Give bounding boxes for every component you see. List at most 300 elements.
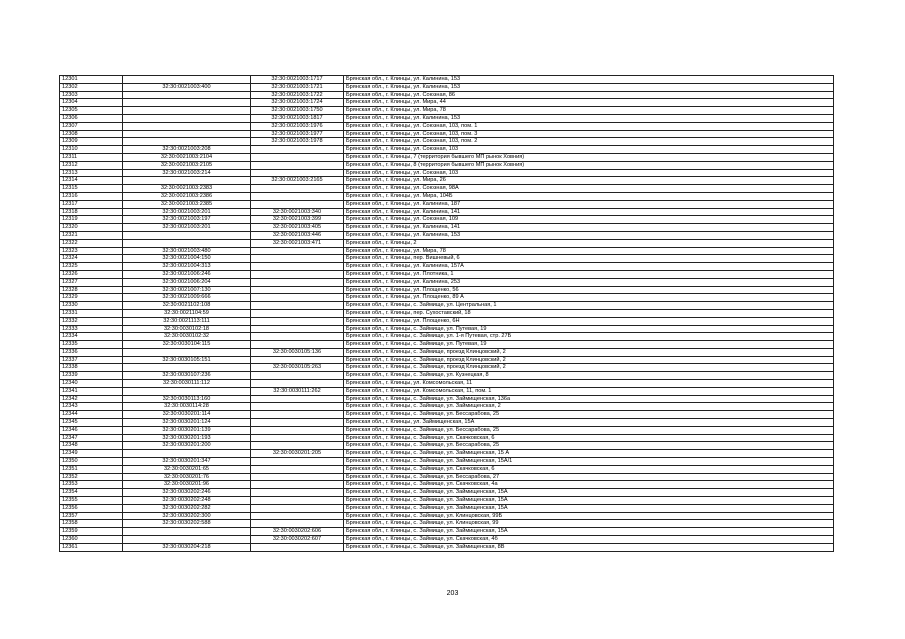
cadastral-number-cell: 32:30:0030201:76 <box>123 473 251 481</box>
address-cell: Брянская обл., г. Клинцы, ул. Займищенская, 15А <box>344 419 834 427</box>
table-row <box>60 372 834 380</box>
building-cadastral-number-cell <box>251 317 344 325</box>
address-cell: Брянская обл., г. Клинцы, с. Займище, ул. 1-я Путевая, стр. 27Б <box>344 333 834 341</box>
cadastral-number-cell: 32:30:0030202:300 <box>123 512 251 520</box>
row-number-cell: 12351 <box>60 465 123 473</box>
row-number-cell: 12301 <box>60 76 123 84</box>
building-cadastral-number-cell <box>251 380 344 388</box>
table-row <box>60 107 834 115</box>
table-row <box>60 192 834 200</box>
address-cell: Брянская обл., г. Клинцы, с. Займище, ул. Займищенская, 8В <box>344 543 834 551</box>
address-cell: Брянская обл., г. Клинцы, с. Займище, ул. Центральная, 1 <box>344 302 834 310</box>
row-number-cell: 12304 <box>60 99 123 107</box>
table-row <box>60 294 834 302</box>
row-number-cell: 12346 <box>60 426 123 434</box>
building-cadastral-number-cell <box>251 458 344 466</box>
row-number-cell: 12335 <box>60 341 123 349</box>
building-cadastral-number-cell <box>251 372 344 380</box>
address-cell: Брянская обл., г. Клинцы, ул. Мира, 78 <box>344 107 834 115</box>
table-row <box>60 130 834 138</box>
building-cadastral-number-cell <box>251 270 344 278</box>
building-cadastral-number-cell: 32:30:0030202:606 <box>251 528 344 536</box>
row-number-cell: 12347 <box>60 434 123 442</box>
table-row <box>60 325 834 333</box>
row-number-cell: 12327 <box>60 278 123 286</box>
table-row <box>60 481 834 489</box>
building-cadastral-number-cell <box>251 146 344 154</box>
table-row <box>60 99 834 107</box>
address-cell: Брянская обл., г. Клинцы, с. Займище, ул. Скачковская, 6 <box>344 434 834 442</box>
table-row <box>60 200 834 208</box>
address-cell: Брянская обл., г. Клинцы, ул. Союзная, 103 <box>344 169 834 177</box>
row-number-cell: 12323 <box>60 247 123 255</box>
table-row <box>60 263 834 271</box>
address-cell: Брянская обл., г. Клинцы, пер. Сухоставский, 18 <box>344 309 834 317</box>
building-cadastral-number-cell <box>251 395 344 403</box>
row-number-cell: 12328 <box>60 286 123 294</box>
row-number-cell: 12306 <box>60 114 123 122</box>
address-cell: Брянская обл., г. Клинцы, ул. Союзная, 86 <box>344 91 834 99</box>
table-row <box>60 348 834 356</box>
table-row <box>60 411 834 419</box>
building-cadastral-number-cell <box>251 543 344 551</box>
table-row <box>60 465 834 473</box>
row-number-cell: 12322 <box>60 239 123 247</box>
row-number-cell: 12303 <box>60 91 123 99</box>
building-cadastral-number-cell <box>251 512 344 520</box>
cadastral-number-cell: 32:30:0021006:204 <box>123 278 251 286</box>
row-number-cell: 12321 <box>60 231 123 239</box>
cadastral-number-cell: 32:30:0021104:59 <box>123 309 251 317</box>
table-row <box>60 426 834 434</box>
address-cell: Брянская обл., г. Клинцы, ул. Союзная, 98А <box>344 185 834 193</box>
row-number-cell: 12320 <box>60 224 123 232</box>
building-cadastral-number-cell <box>251 442 344 450</box>
cadastral-number-cell <box>123 138 251 146</box>
cadastral-number-cell: 32:30:0030102:18 <box>123 325 251 333</box>
row-number-cell: 12302 <box>60 83 123 91</box>
building-cadastral-number-cell <box>251 286 344 294</box>
address-cell: Брянская обл., г. Клинцы, ул. Мира, 104Б <box>344 192 834 200</box>
address-cell: Брянская обл., г. Клинцы, с. Займище, ул. Клинцовская, 99Б <box>344 512 834 520</box>
cadastral-number-cell: 32:30:0021003:201 <box>123 224 251 232</box>
cadastral-number-cell: 32:30:0021003:2105 <box>123 161 251 169</box>
row-number-cell: 12340 <box>60 380 123 388</box>
cadastral-number-cell: 32:30:0030113:160 <box>123 395 251 403</box>
address-cell: Брянская обл., г. Клинцы, ул. Площенко, 6Н <box>344 317 834 325</box>
table-row <box>60 450 834 458</box>
row-number-cell: 12354 <box>60 489 123 497</box>
cadastral-number-cell: 32:30:0021003:197 <box>123 216 251 224</box>
address-cell: Брянская обл., г. Клинцы, ул. Мира, 44 <box>344 99 834 107</box>
building-cadastral-number-cell: 32:30:0021003:399 <box>251 216 344 224</box>
address-cell: Брянская обл., г. Клинцы, с. Займище, ул. Займищенская, 15А/1 <box>344 458 834 466</box>
address-cell: Брянская обл., г. Клинцы, с. Займище, ул. Кузнецкая, 8 <box>344 372 834 380</box>
address-cell: Брянская обл., г. Клинцы, ул. Мира, 26 <box>344 177 834 185</box>
table-row <box>60 497 834 505</box>
table-row <box>60 317 834 325</box>
table-row <box>60 458 834 466</box>
cadastral-number-cell: 32:30:0030102:32 <box>123 333 251 341</box>
building-cadastral-number-cell <box>251 294 344 302</box>
table-row <box>60 473 834 481</box>
building-cadastral-number-cell <box>251 504 344 512</box>
row-number-cell: 12339 <box>60 372 123 380</box>
table-row <box>60 333 834 341</box>
building-cadastral-number-cell: 32:30:0021003:1976 <box>251 122 344 130</box>
cadastral-number-cell: 32:30:0030202:248 <box>123 497 251 505</box>
row-number-cell: 12331 <box>60 309 123 317</box>
cadastral-number-cell <box>123 76 251 84</box>
building-cadastral-number-cell <box>251 247 344 255</box>
cadastral-number-cell: 32:30:0021102:108 <box>123 302 251 310</box>
address-cell: Брянская обл., г. Клинцы, с. Займище, ул. Скачковская, 4а <box>344 481 834 489</box>
table-row <box>60 302 834 310</box>
cadastral-number-cell: 32:30:0030201:124 <box>123 419 251 427</box>
address-cell: Брянская обл., г. Клинцы, с. Займище, ул. Бессарабова, 25 <box>344 442 834 450</box>
cadastral-number-cell: 32:30:0030104:115 <box>123 341 251 349</box>
address-cell: Брянская обл., г. Клинцы, ул. Комсомольская, 11, пом. 1 <box>344 387 834 395</box>
cadastral-number-cell <box>123 177 251 185</box>
building-cadastral-number-cell <box>251 192 344 200</box>
cadastral-number-cell: 32:30:0030201:193 <box>123 434 251 442</box>
cadastral-number-cell: 32:30:0030111:112 <box>123 380 251 388</box>
row-number-cell: 12358 <box>60 520 123 528</box>
table-row <box>60 380 834 388</box>
address-cell: Брянская обл., г. Клинцы, ул. Калинина, 187 <box>344 200 834 208</box>
building-cadastral-number-cell: 32:30:0030201:205 <box>251 450 344 458</box>
table-row <box>60 504 834 512</box>
address-cell: Брянская обл., г. Клинцы, с. Займище, ул. Займищенская, 2 <box>344 403 834 411</box>
table-row <box>60 419 834 427</box>
table-row <box>60 528 834 536</box>
address-cell: Брянская обл., г. Клинцы, с. Займище, ул. Скачковская, 4б <box>344 536 834 544</box>
address-cell: Брянская обл., г. Клинцы, 2 <box>344 239 834 247</box>
cadastral-number-cell <box>123 91 251 99</box>
cadastral-number-cell: 32:30:0030107:236 <box>123 372 251 380</box>
cadastral-number-cell: 32:30:0030202:246 <box>123 489 251 497</box>
building-cadastral-number-cell <box>251 356 344 364</box>
cadastral-number-cell: 32:30:0021004:150 <box>123 255 251 263</box>
row-number-cell: 12343 <box>60 403 123 411</box>
address-cell: Брянская обл., г. Клинцы, ул. Калинина, 253 <box>344 278 834 286</box>
cadastral-number-cell: 32:30:0021003:208 <box>123 146 251 154</box>
building-cadastral-number-cell: 32:30:0021003:340 <box>251 208 344 216</box>
table-row <box>60 442 834 450</box>
table-row <box>60 138 834 146</box>
building-cadastral-number-cell <box>251 255 344 263</box>
cadastral-number-cell: 32:30:0021003:2386 <box>123 192 251 200</box>
address-cell: Брянская обл., г. Клинцы, с. Займище, ул. Путевая, 19 <box>344 325 834 333</box>
table-body <box>60 76 834 552</box>
row-number-cell: 12337 <box>60 356 123 364</box>
row-number-cell: 12318 <box>60 208 123 216</box>
table-row <box>60 83 834 91</box>
building-cadastral-number-cell: 32:30:0021003:1721 <box>251 83 344 91</box>
table-row <box>60 239 834 247</box>
address-cell: Брянская обл., г. Клинцы, ул. Калинина, 153 <box>344 76 834 84</box>
row-number-cell: 12334 <box>60 333 123 341</box>
cadastral-number-cell <box>123 450 251 458</box>
cadastral-number-cell: 32:30:0021006:246 <box>123 270 251 278</box>
cadastral-number-cell <box>123 114 251 122</box>
row-number-cell: 12349 <box>60 450 123 458</box>
table-row <box>60 387 834 395</box>
building-cadastral-number-cell <box>251 161 344 169</box>
address-cell: Брянская обл., г. Клинцы, ул. Союзная, 103, пом. 2 <box>344 138 834 146</box>
table-row <box>60 91 834 99</box>
row-number-cell: 12342 <box>60 395 123 403</box>
table-row <box>60 520 834 528</box>
cadastral-number-cell <box>123 239 251 247</box>
building-cadastral-number-cell <box>251 153 344 161</box>
table-row <box>60 208 834 216</box>
row-number-cell: 12332 <box>60 317 123 325</box>
table-row <box>60 270 834 278</box>
cadastral-number-cell: 32:30:0021009:666 <box>123 294 251 302</box>
cadastral-number-cell: 32:30:0021003:480 <box>123 247 251 255</box>
cadastral-number-cell: 32:30:0021004:313 <box>123 263 251 271</box>
building-cadastral-number-cell <box>251 263 344 271</box>
table-row <box>60 403 834 411</box>
row-number-cell: 12313 <box>60 169 123 177</box>
row-number-cell: 12316 <box>60 192 123 200</box>
cadastral-number-cell: 32:30:0030105:151 <box>123 356 251 364</box>
address-cell: Брянская обл., г. Клинцы, ул. Комсомольская, 11 <box>344 380 834 388</box>
building-cadastral-number-cell <box>251 200 344 208</box>
row-number-cell: 12348 <box>60 442 123 450</box>
building-cadastral-number-cell: 32:30:0030202:607 <box>251 536 344 544</box>
address-cell: Брянская обл., г. Клинцы, ул. Союзная, 109 <box>344 216 834 224</box>
building-cadastral-number-cell: 32:30:0021003:1750 <box>251 107 344 115</box>
building-cadastral-number-cell: 32:30:0030105:263 <box>251 364 344 372</box>
row-number-cell: 12319 <box>60 216 123 224</box>
building-cadastral-number-cell <box>251 411 344 419</box>
cadastral-number-cell <box>123 387 251 395</box>
row-number-cell: 12333 <box>60 325 123 333</box>
building-cadastral-number-cell: 32:30:0021003:1817 <box>251 114 344 122</box>
row-number-cell: 12317 <box>60 200 123 208</box>
address-cell: Брянская обл., г. Клинцы, ул. Калинина, 153 <box>344 83 834 91</box>
building-cadastral-number-cell: 32:30:0021003:1724 <box>251 99 344 107</box>
row-number-cell: 12344 <box>60 411 123 419</box>
cadastral-number-cell: 32:30:0021003:2385 <box>123 200 251 208</box>
row-number-cell: 12310 <box>60 146 123 154</box>
row-number-cell: 12309 <box>60 138 123 146</box>
address-cell: Брянская обл., г. Клинцы, ул. Плотника, 1 <box>344 270 834 278</box>
table-row <box>60 255 834 263</box>
building-cadastral-number-cell: 32:30:0021003:1977 <box>251 130 344 138</box>
table-row <box>60 364 834 372</box>
cadastral-number-cell: 32:30:0021007:130 <box>123 286 251 294</box>
address-cell: Брянская обл., г. Клинцы, ул. Калинина, 141 <box>344 224 834 232</box>
row-number-cell: 12311 <box>60 153 123 161</box>
row-number-cell: 12330 <box>60 302 123 310</box>
cadastral-number-cell <box>123 536 251 544</box>
building-cadastral-number-cell: 32:30:0021003:405 <box>251 224 344 232</box>
cadastral-number-cell: 32:30:0021003:2104 <box>123 153 251 161</box>
row-number-cell: 12314 <box>60 177 123 185</box>
table-row <box>60 309 834 317</box>
row-number-cell: 12338 <box>60 364 123 372</box>
table-row <box>60 341 834 349</box>
building-cadastral-number-cell <box>251 302 344 310</box>
table-row <box>60 169 834 177</box>
address-cell: Брянская обл., г. Клинцы, с. Займище, ул. Клинцовская, 99 <box>344 520 834 528</box>
cadastral-number-cell <box>123 107 251 115</box>
building-cadastral-number-cell <box>251 520 344 528</box>
address-cell: Брянская обл., г. Клинцы, 7 (территория бывшего МП рынок Ховния) <box>344 153 834 161</box>
row-number-cell: 12345 <box>60 419 123 427</box>
row-number-cell: 12361 <box>60 543 123 551</box>
cadastral-number-cell <box>123 348 251 356</box>
address-cell: Брянская обл., г. Клинцы, с. Займище, ул. Займищенская, 15А <box>344 528 834 536</box>
building-cadastral-number-cell <box>251 473 344 481</box>
row-number-cell: 12326 <box>60 270 123 278</box>
table-row <box>60 395 834 403</box>
address-cell: Брянская обл., г. Клинцы, с. Займище, ул. Бессарабова, 25 <box>344 426 834 434</box>
address-cell: Брянская обл., г. Клинцы, ул. Площенко, 56 <box>344 286 834 294</box>
building-cadastral-number-cell: 32:30:0021003:2165 <box>251 177 344 185</box>
cadastral-number-cell <box>123 528 251 536</box>
table-row <box>60 231 834 239</box>
building-cadastral-number-cell <box>251 309 344 317</box>
row-number-cell: 12350 <box>60 458 123 466</box>
address-cell: Брянская обл., г. Клинцы, с. Займище, ул. Займищенская, 15А <box>344 497 834 505</box>
table-row <box>60 146 834 154</box>
address-cell: Брянская обл., г. Клинцы, ул. Калинина, 153 <box>344 231 834 239</box>
address-cell: Брянская обл., г. Клинцы, ул. Площенко, 89 А <box>344 294 834 302</box>
table-row <box>60 216 834 224</box>
row-number-cell: 12325 <box>60 263 123 271</box>
building-cadastral-number-cell <box>251 481 344 489</box>
building-cadastral-number-cell: 32:30:0030105:136 <box>251 348 344 356</box>
cadastral-number-cell: 32:30:0030201:114 <box>123 411 251 419</box>
table-row <box>60 185 834 193</box>
cadastral-number-cell <box>123 130 251 138</box>
building-cadastral-number-cell <box>251 169 344 177</box>
cadastral-number-cell: 32:30:0030202:282 <box>123 504 251 512</box>
address-cell: Брянская обл., г. Клинцы, с. Займище, ул. Займищенская, 136а <box>344 395 834 403</box>
address-cell: Брянская обл., г. Клинцы, с. Займище, проезд Клинцовский, 2 <box>344 348 834 356</box>
row-number-cell: 12341 <box>60 387 123 395</box>
row-number-cell: 12355 <box>60 497 123 505</box>
address-cell: Брянская обл., г. Клинцы, ул. Союзная, 103, пом. 3 <box>344 130 834 138</box>
address-cell: Брянская обл., г. Клинцы, ул. Союзная, 103 <box>344 146 834 154</box>
address-cell: Брянская обл., г. Клинцы, пер. Вишневый, 6 <box>344 255 834 263</box>
table-row <box>60 177 834 185</box>
table-row <box>60 356 834 364</box>
building-cadastral-number-cell <box>251 489 344 497</box>
table-row <box>60 278 834 286</box>
building-cadastral-number-cell <box>251 426 344 434</box>
cadastral-number-cell: 32:30:0030204:218 <box>123 543 251 551</box>
cadastral-number-cell: 32:30:0021003:214 <box>123 169 251 177</box>
row-number-cell: 12336 <box>60 348 123 356</box>
row-number-cell: 12353 <box>60 481 123 489</box>
row-number-cell: 12308 <box>60 130 123 138</box>
cadastral-number-cell: 32:30:0021003:2383 <box>123 185 251 193</box>
address-cell: Брянская обл., г. Клинцы, с. Займище, ул. Бессарабова, 27 <box>344 473 834 481</box>
building-cadastral-number-cell <box>251 278 344 286</box>
row-number-cell: 12315 <box>60 185 123 193</box>
row-number-cell: 12305 <box>60 107 123 115</box>
table-row <box>60 434 834 442</box>
building-cadastral-number-cell <box>251 403 344 411</box>
building-cadastral-number-cell: 32:30:0021003:1978 <box>251 138 344 146</box>
address-cell: Брянская обл., г. Клинцы, с. Займище, ул. Займищенская, 15 А <box>344 450 834 458</box>
cadastral-number-cell: 32:30:0021003:400 <box>123 83 251 91</box>
row-number-cell: 12329 <box>60 294 123 302</box>
address-cell: Брянская обл., г. Клинцы, с. Займище, ул. Займищенская, 15А <box>344 489 834 497</box>
building-cadastral-number-cell <box>251 434 344 442</box>
building-cadastral-number-cell: 32:30:0021003:1722 <box>251 91 344 99</box>
table-row <box>60 247 834 255</box>
cadastral-number-cell: 32:30:0021003:201 <box>123 208 251 216</box>
building-cadastral-number-cell <box>251 465 344 473</box>
address-cell: Брянская обл., г. Клинцы, с. Займище, ул. Путевая, 19 <box>344 341 834 349</box>
table-row <box>60 286 834 294</box>
table-row <box>60 153 834 161</box>
table-row <box>60 114 834 122</box>
table-row <box>60 543 834 551</box>
row-number-cell: 12352 <box>60 473 123 481</box>
building-cadastral-number-cell: 32:30:0021003:446 <box>251 231 344 239</box>
row-number-cell: 12356 <box>60 504 123 512</box>
address-cell: Брянская обл., г. Клинцы, ул. Калинина, 153 <box>344 114 834 122</box>
building-cadastral-number-cell <box>251 325 344 333</box>
building-cadastral-number-cell <box>251 419 344 427</box>
cadastral-number-cell: 32:30:0030114:28 <box>123 403 251 411</box>
address-cell: Брянская обл., г. Клинцы, ул. Калинина, 141 <box>344 208 834 216</box>
page-number: 203 <box>446 590 459 597</box>
cadastral-number-cell: 32:30:0030201:347 <box>123 458 251 466</box>
table-row <box>60 122 834 130</box>
table-row <box>60 512 834 520</box>
table-row <box>60 76 834 84</box>
cadastral-number-cell: 32:30:0021113:111 <box>123 317 251 325</box>
address-cell: Брянская обл., г. Клинцы, ул. Мира, 78 <box>344 247 834 255</box>
address-cell: Брянская обл., г. Клинцы, с. Займище, ул. Скачковская, 6 <box>344 465 834 473</box>
cadastral-number-cell: 32:30:0030202:588 <box>123 520 251 528</box>
cadastral-number-cell: 32:30:0030201:96 <box>123 481 251 489</box>
table-row <box>60 224 834 232</box>
table-row <box>60 536 834 544</box>
cadastral-number-cell <box>123 364 251 372</box>
address-cell: Брянская обл., г. Клинцы, ул. Союзная, 103, пом. 1 <box>344 122 834 130</box>
row-number-cell: 12324 <box>60 255 123 263</box>
cadastral-number-cell <box>123 99 251 107</box>
address-cell: Брянская обл., г. Клинцы, ул. Калинина, 157А <box>344 263 834 271</box>
row-number-cell: 12307 <box>60 122 123 130</box>
building-cadastral-number-cell <box>251 497 344 505</box>
cadastral-number-cell: 32:30:0030201:65 <box>123 465 251 473</box>
building-cadastral-number-cell <box>251 333 344 341</box>
cadastral-number-cell: 32:30:0030201:139 <box>123 426 251 434</box>
address-cell: Брянская обл., г. Клинцы, с. Займище, ул. Бессарабова, 25 <box>344 411 834 419</box>
row-number-cell: 12360 <box>60 536 123 544</box>
table-row <box>60 489 834 497</box>
row-number-cell: 12359 <box>60 528 123 536</box>
address-cell: Брянская обл., г. Клинцы, с. Займище, проезд Клинцовский, 2 <box>344 364 834 372</box>
address-cell: Брянская обл., г. Клинцы, с. Займище, ул. Займищенская, 15А <box>344 504 834 512</box>
address-cell: Брянская обл., г. Клинцы, 8 (территория бывшего МП рынок Ховния) <box>344 161 834 169</box>
building-cadastral-number-cell <box>251 341 344 349</box>
building-cadastral-number-cell <box>251 185 344 193</box>
building-cadastral-number-cell: 32:30:0021003:471 <box>251 239 344 247</box>
row-number-cell: 12357 <box>60 512 123 520</box>
address-cell: Брянская обл., г. Клинцы, с. Займище, проезд Клинцовский, 2 <box>344 356 834 364</box>
